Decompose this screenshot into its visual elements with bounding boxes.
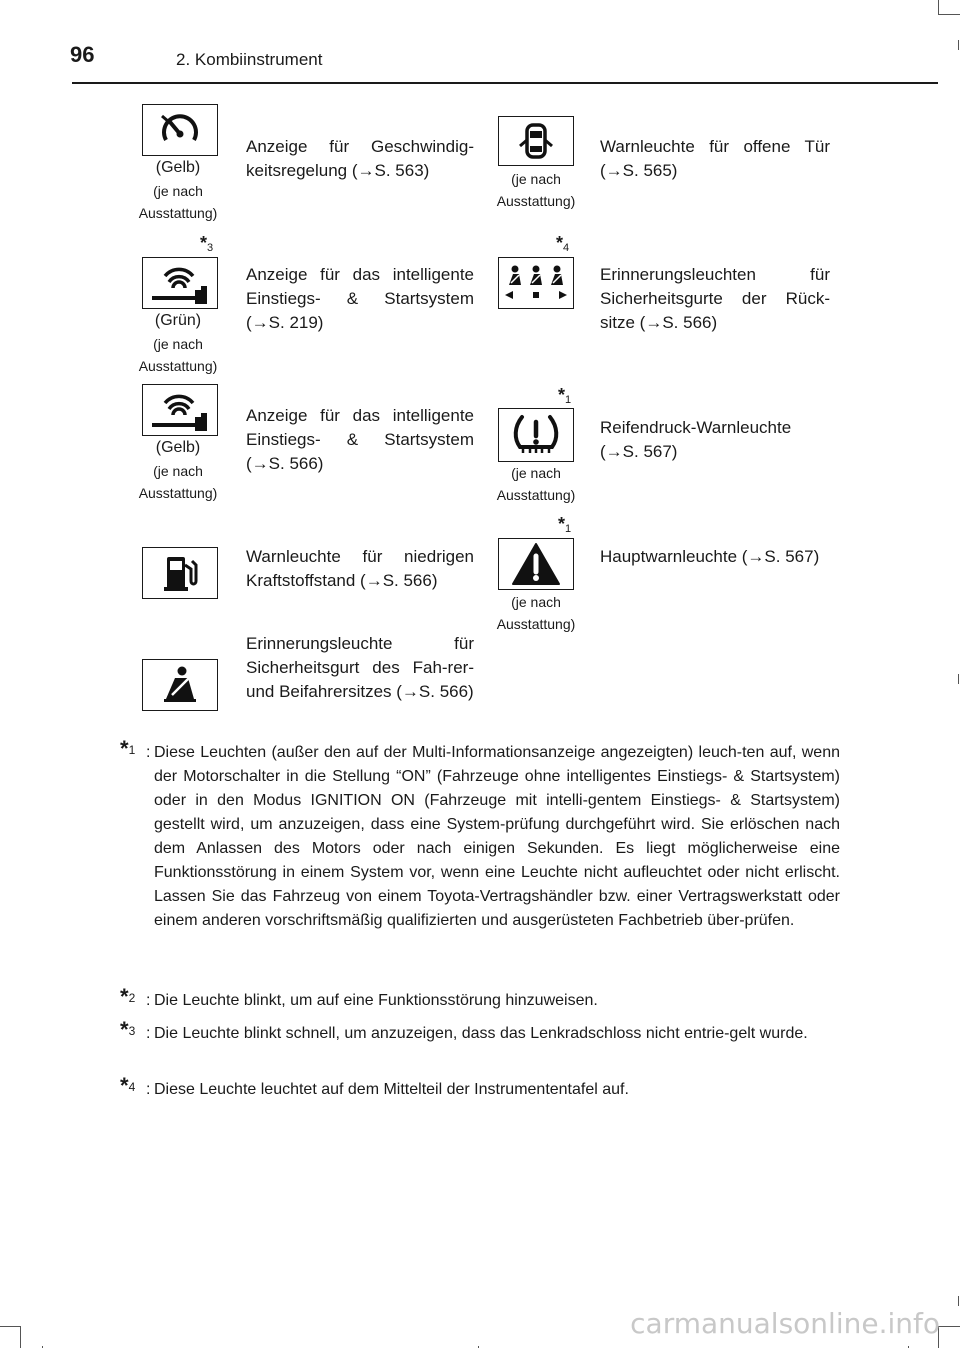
item-description: Anzeige für das intelligente Einstiegs- & Startsystem (→S. 566)	[246, 406, 474, 473]
low-fuel-indicator	[142, 547, 218, 599]
seatbelt-icon	[160, 665, 200, 705]
item-description: Erinnerungsleuchten für Sicherheitsgurte der Rück-sitze (→S. 566)	[600, 265, 830, 332]
equipment-note: (je nach Ausstattung)	[138, 183, 218, 221]
crop-mark	[958, 1296, 959, 1306]
footnote-text: Die Leuchte blinkt, um auf eine Funktionsstörung hinzuweisen.	[154, 992, 598, 1009]
crop-mark	[958, 674, 959, 684]
tire-pressure-icon	[512, 413, 560, 457]
watermark: carmanualsonline.info	[630, 1307, 940, 1340]
crop-mark	[938, 0, 939, 14]
footnote-marker: $*_2$	[120, 984, 136, 1009]
footnote-marker: $*_3$	[200, 233, 214, 254]
crop-mark	[0, 1326, 20, 1327]
footnote: $*_4$ : Diese Leuchte leuchtet auf dem Mittelteil der Instrumententafel auf.	[120, 1078, 840, 1102]
rear-seatbelt-icon	[503, 263, 569, 303]
footnote-text: Diese Leuchte leuchtet auf dem Mittelteil der Instrumententafel auf.	[154, 1081, 629, 1098]
item-description: Warnleuchte für niedrigen Kraftstoffstand (→S. 566)	[246, 547, 474, 590]
page-number: 96	[70, 42, 95, 67]
equipment-note: (je nach Ausstattung)	[496, 171, 576, 209]
footnote-marker: $*_3$	[120, 1017, 136, 1042]
item-description: Anzeige für Geschwindig-keitsregelung (→S. 563)	[246, 137, 474, 180]
seatbelt-indicator	[142, 659, 218, 711]
smart-key-icon	[149, 262, 211, 304]
door-open-indicator	[498, 116, 574, 166]
header-rule	[72, 82, 938, 84]
color-label: (Grün)	[154, 312, 202, 329]
footnote-marker: $*_4$	[120, 1073, 136, 1098]
footnote-marker: $*_1$	[120, 736, 136, 761]
footnote-text: Die Leuchte blinkt schnell, um anzuzeigen, dass das Lenkradschloss nicht entrie-gelt wurde.	[154, 1025, 808, 1042]
color-label: (Gelb)	[155, 159, 201, 176]
footnote: $*_3$ : Die Leuchte blinkt schnell, um anzuzeigen, dass das Lenkradschloss nicht entrie-gelt wurde.	[120, 1022, 840, 1046]
footnote-marker: $*_1$	[558, 385, 572, 406]
item-description: Anzeige für das intelligente Einstiegs- & Startsystem (→S. 219)	[246, 265, 474, 332]
footnote: $*_2$ : Die Leuchte blinkt, um auf eine Funktionsstörung hinzuweisen.	[120, 989, 840, 1013]
master-warning-indicator	[498, 538, 574, 590]
item-description: Hauptwarnleuchte (→S. 567)	[600, 547, 820, 566]
rear-seatbelt-indicator	[498, 257, 574, 309]
footnote-marker: $*_1$	[558, 514, 572, 535]
item-description: Warnleuchte für offene Tür (→S. 565)	[600, 137, 830, 180]
equipment-note: (je nach Ausstattung)	[496, 594, 576, 632]
crop-mark	[20, 1326, 21, 1348]
equipment-note: (je nach Ausstattung)	[138, 463, 218, 501]
smart-key-indicator	[142, 384, 218, 436]
speed-control-indicator	[142, 104, 218, 156]
smart-key-indicator	[142, 257, 218, 309]
equipment-note: (je nach Ausstattung)	[138, 336, 218, 374]
item-description: Erinnerungsleuchte für Sicherheitsgurt des Fah-rer- und Beifahrersitzes (→S. 566)	[246, 634, 474, 701]
crop-mark	[938, 14, 960, 15]
footnote-marker: $*_4$	[556, 233, 570, 254]
footnote-text: Diese Leuchten (außer den auf der Multi-Informationsanzeige angezeigten) leuch-ten auf, wenn der Motorschalter in die Stellung “ON” (Fahrzeuge ohne intelligentes Einstiegs- & Startsystem) oder in den Modus IGNITION ON (Fahrzeuge mit intelli-gentem Einstiegs- & Startsystem) gestellt wird, um anzuzeigen, dass eine System-prüfung durchgeführt wird. Sie erlöschen nach dem Anlassen des Motors oder nach einigen Sekunden. Es liegt möglicherweise eine Funktionsstörung in einem System vor, wenn eine Leuchte nicht aufleuchtet oder nicht erlischt. Lassen Sie das Fahrzeug von einem Toyota-Vertragshändler bzw. einer Vertragswerkstatt oder einem anderen vorschriftsmäßig qualifizierten und ausgerüsteten Fachbetrieb über-prüfen.	[154, 744, 840, 929]
door-open-icon	[518, 122, 554, 160]
chapter-title: 2. Kombiinstrument	[176, 50, 323, 69]
crop-mark	[938, 1326, 960, 1327]
crop-mark	[958, 40, 959, 50]
color-label: (Gelb)	[155, 439, 201, 456]
tire-pressure-indicator	[498, 408, 574, 462]
smart-key-icon	[149, 389, 211, 431]
speed-control-icon	[158, 110, 202, 150]
equipment-note: (je nach Ausstattung)	[496, 465, 576, 503]
item-description: Reifendruck-Warnleuchte (→S. 567)	[600, 418, 792, 461]
master-warning-icon	[511, 542, 561, 586]
footnote: $*_1$ : Diese Leuchten (außer den auf der Multi-Informationsanzeige angezeigten) leuch-ten auf, wenn der Motorschalter in die Stellung “ON” (Fahrzeuge ohne intelligentes Einstiegs- & Startsystem) oder in den Modus IGNITION ON (Fahrzeuge mit intelli-gentem Einstiegs- & Startsystem) gestellt wird, um anzuzeigen, dass eine System-prüfung durchgeführt wird. Sie erlöschen nach dem Anlassen des Motors oder nach einigen Sekunden. Es liegt möglicherweise eine Funktionsstörung in einem System vor, wenn eine Leuchte nicht aufleuchtet oder nicht erlischt. Lassen Sie das Fahrzeug von einem Toyota-Vertragshändler bzw. einer Vertragswerkstatt oder einem anderen vorschriftsmäßig qualifizierten und ausgerüsteten Fachbetrieb über-prüfen.	[120, 741, 840, 933]
low-fuel-icon	[160, 553, 200, 593]
